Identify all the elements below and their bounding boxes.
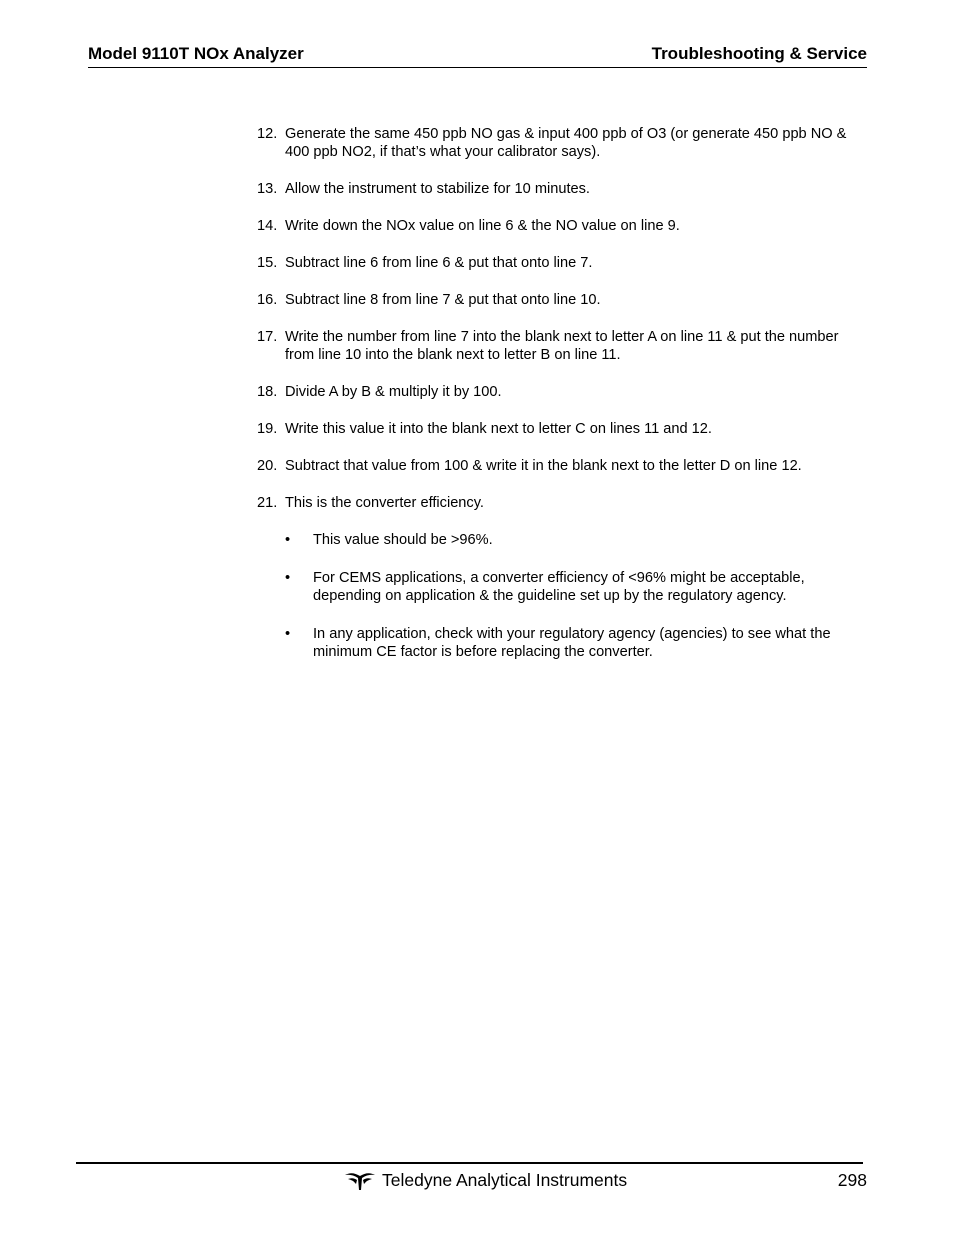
step-20: [257, 457, 857, 475]
bullet-item: [257, 625, 857, 661]
page-number: 298: [837, 1170, 867, 1190]
step-number: 21.: [257, 495, 278, 511]
step-18: [257, 383, 857, 401]
step-number: 20.: [257, 458, 278, 474]
bullet-list: [257, 531, 857, 661]
document-title: Model 9110T NOx Analyzer: [88, 44, 304, 63]
step-17: [257, 328, 857, 364]
step-12: [257, 125, 857, 161]
footer-brand: [344, 1170, 627, 1191]
step-number: 14.: [257, 218, 278, 234]
bullet-icon: •: [285, 570, 291, 586]
procedure-content: [257, 125, 857, 681]
step-text: Generate the same 450 ppb NO gas & input 400 ppb of O3 (or generate 450 ppb NO & 400 ppb NO2, if that’s what your calibrator says).: [285, 126, 847, 160]
page-header: [88, 43, 867, 68]
step-number: 17.: [257, 329, 278, 345]
step-14: [257, 217, 857, 235]
step-text: Write the number from line 7 into the blank next to letter A on line 11 & put the number from line 10 into the blank next to letter B on line 11.: [285, 329, 839, 363]
step-text: Subtract line 6 from line 6 & put that onto line 7.: [285, 255, 593, 271]
step-text: This is the converter efficiency.: [285, 495, 484, 511]
bullet-text: For CEMS applications, a converter efficiency of <96% might be acceptable, depending on application & the guideline set up by the regulatory agency.: [313, 570, 805, 604]
step-text: Divide A by B & multiply it by 100.: [285, 384, 502, 400]
step-15: [257, 254, 857, 272]
step-number: 19.: [257, 421, 278, 437]
page-footer: [76, 1162, 867, 1194]
teledyne-logo-icon: [344, 1171, 376, 1191]
step-text: Write down the NOx value on line 6 & the NO value on line 9.: [285, 218, 680, 234]
bullet-text: This value should be >96%.: [313, 532, 493, 548]
section-title: Troubleshooting & Service: [651, 44, 867, 63]
step-19: [257, 420, 857, 438]
bullet-item: [257, 569, 857, 605]
step-13: [257, 180, 857, 198]
step-text: Subtract that value from 100 & write it in the blank next to the letter D on line 12.: [285, 458, 802, 474]
bullet-item: [257, 531, 857, 549]
step-number: 13.: [257, 181, 278, 197]
bullet-text: In any application, check with your regulatory agency (agencies) to see what the minimum CE factor is before replacing the converter.: [313, 626, 831, 660]
step-text: Write this value it into the blank next to letter C on lines 11 and 12.: [285, 421, 712, 437]
step-text: Subtract line 8 from line 7 & put that onto line 10.: [285, 292, 601, 308]
step-number: 15.: [257, 255, 278, 271]
step-number: 12.: [257, 126, 278, 142]
step-16: [257, 291, 857, 309]
brand-name: Teledyne Analytical Instruments: [382, 1170, 628, 1190]
step-21: [257, 494, 857, 512]
step-text: Allow the instrument to stabilize for 10 minutes.: [285, 181, 590, 197]
step-number: 16.: [257, 292, 278, 308]
bullet-icon: •: [285, 626, 291, 642]
step-number: 18.: [257, 384, 278, 400]
bullet-icon: •: [285, 532, 291, 548]
